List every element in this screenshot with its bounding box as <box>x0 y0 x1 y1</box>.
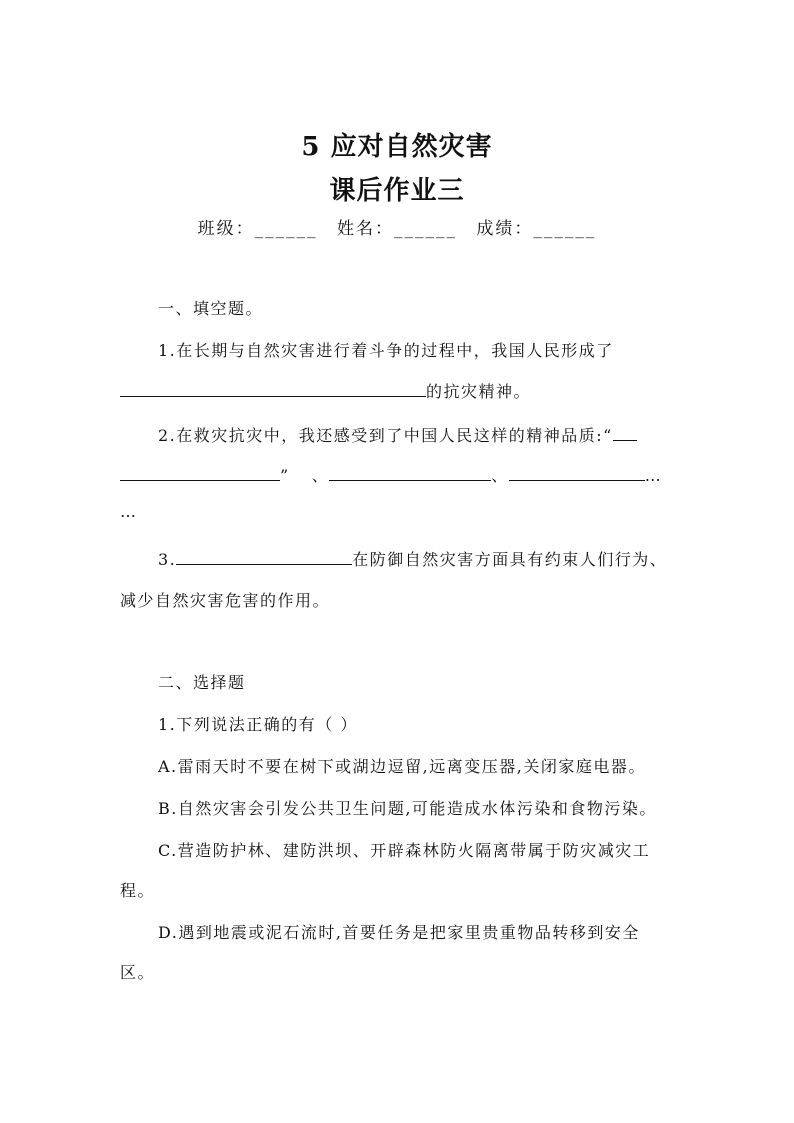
q2-answer-blank-2[interactable] <box>329 462 491 481</box>
choice-option-a[interactable]: A.雷雨天时不要在树下或湖边逗留,远离变压器,关闭家庭电器。 <box>158 757 646 776</box>
q3-text-line2: 减少自然灾害危害的作用。 <box>120 591 331 610</box>
choice-question-stem: 1.下列说法正确的有（ ） <box>158 715 358 734</box>
q1-text-line2: 的抗灾精神。 <box>426 382 532 401</box>
q2-answer-blank-1b[interactable] <box>120 462 280 481</box>
q3-line1 <box>158 546 667 570</box>
q2-text-line1: 2.在救灾抗灾中，我还感受到了中国人民这样的精神品质:“ <box>158 426 613 445</box>
q3-number: 3. <box>158 550 177 569</box>
q2-quote-close: ” <box>280 466 290 485</box>
choice-option-b[interactable]: B.自然灾害会引发公共卫生问题,可能造成水体污染和食物污染。 <box>158 799 657 818</box>
name-field-label: 姓名：______ <box>337 219 457 239</box>
page-subtitle: 课后作业三 <box>329 176 465 206</box>
student-info-row <box>0 214 794 239</box>
section-heading-fill-blank: 一、填空题。 <box>158 299 264 318</box>
q1-line2 <box>120 378 531 402</box>
q2-answer-blank-3[interactable] <box>509 462 645 481</box>
q1-text-line1: 1.在长期与自然灾害进行着斗争的过程中，我国人民形成了 <box>158 341 614 360</box>
q3-text-line1: 在防御自然灾害方面具有约束人们行为、 <box>352 550 668 569</box>
q2-separator-2: 、 <box>491 466 509 485</box>
q2-line1 <box>158 422 637 446</box>
q2-line2 <box>120 462 662 486</box>
score-field-label: 成绩：______ <box>476 219 597 239</box>
class-field-label: 班级：______ <box>197 219 318 239</box>
choice-option-c-line1[interactable]: C.营造防护林、建防洪坝、开辟森林防火隔离带属于防灾减灾工 <box>158 841 651 860</box>
choice-option-d-line2[interactable]: 区。 <box>120 963 156 982</box>
choice-option-c-line2[interactable]: 程。 <box>120 881 156 900</box>
q2-answer-blank-1a[interactable] <box>613 422 637 441</box>
q3-answer-blank[interactable] <box>176 546 352 565</box>
page-title: 5 应对自然灾害 <box>301 132 493 162</box>
q1-answer-blank[interactable] <box>120 378 426 397</box>
choice-option-d-line1[interactable]: D.遇到地震或泥石流时,首要任务是把家里贵重物品转移到安全 <box>158 923 640 942</box>
q2-ellipsis-b: … <box>120 502 138 521</box>
q2-ellipsis-a: … <box>644 466 663 485</box>
q2-separator-1: 、 <box>311 466 330 485</box>
section-heading-choice: 二、选择题 <box>158 673 246 692</box>
